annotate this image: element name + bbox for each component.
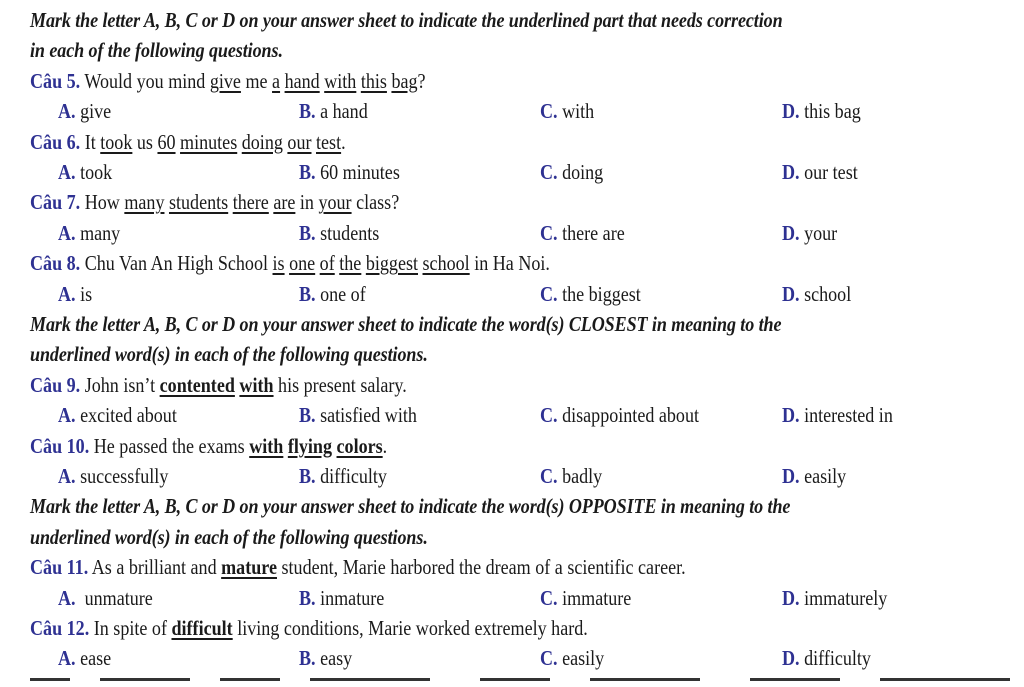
answer-option[interactable] [540,400,699,430]
answer-option[interactable] [782,400,893,430]
option-text: with [557,99,595,124]
option-letter: A. [58,281,76,306]
option-text: immature [557,585,632,610]
option-letter: C. [540,403,558,428]
option-letter: B. [299,585,316,610]
option-letter: B. [299,646,316,671]
stem-text: It [80,129,101,154]
answer-option[interactable] [58,279,92,309]
option-letter: B. [299,464,316,488]
option-letter: B. [299,99,316,124]
option-text: satisfied with [315,403,417,428]
answer-option[interactable] [299,583,384,613]
option-letter: D. [782,646,800,671]
option-letter: C. [540,281,558,306]
stem-text: Would you mind [80,68,210,93]
option-letter: C. [540,464,558,488]
option-letter: B. [299,160,316,184]
answer-option[interactable] [540,643,604,673]
option-letter: D. [782,220,800,245]
question-number: Câu 5. [30,68,81,93]
answer-option[interactable] [540,157,603,187]
option-text: interested in [799,403,893,428]
question-stem [30,552,686,582]
question-number: Câu 10. [30,433,90,458]
underlined-part: with [249,433,284,458]
question-number: Câu 6. [30,129,81,154]
underlined-part: of [319,251,335,276]
option-text: unmature [75,585,153,610]
underlined-part: is [272,251,285,276]
option-text: excited about [75,403,177,428]
option-text: successfully [75,464,169,488]
question-stem [30,187,399,217]
answer-option[interactable] [782,643,871,673]
question-stem [30,613,588,643]
option-text: disappointed about [557,403,700,428]
option-text: badly [557,464,603,488]
stem-text: living conditions, Marie worked extremely hard. [232,616,588,640]
answer-option[interactable] [782,157,858,187]
answer-option[interactable] [58,583,153,613]
question-stem [30,431,387,461]
underlined-part: one [289,251,316,276]
underlined-part: test [316,129,342,154]
option-letter: C. [540,585,558,610]
option-text: ease [75,646,112,671]
answer-option[interactable] [782,96,861,126]
instruction-line: in each of the following questions. [30,38,283,63]
underlined-part: are [273,190,296,215]
underlined-part: with [239,372,274,397]
underlined-part: this [360,68,387,93]
stem-text: in Ha Noi. [469,251,550,276]
question-number: Câu 9. [30,372,81,397]
question-number: Câu 8. [30,251,81,276]
option-text: our test [799,160,858,184]
underlined-part: our [287,129,312,154]
stem-text: Chu Van An High School [80,251,273,276]
option-letter: A. [58,99,76,124]
underlined-part: flying [287,433,333,458]
answer-option[interactable] [299,218,379,248]
option-text: many [75,220,121,245]
instruction-line: Mark the letter A, B, C or D on your answer sheet to indicate the word(s) OPPOSITE in meaning to the [30,494,791,519]
option-text: your [799,220,838,245]
underlined-part: colors [336,433,383,458]
option-text: took [75,160,113,184]
option-letter: D. [782,403,800,428]
underlined-part: your [318,190,352,215]
option-letter: D. [782,464,800,488]
underlined-part: a [272,68,281,93]
option-text: easily [799,464,847,488]
stem-text: How [80,190,125,215]
answer-option[interactable] [299,279,366,309]
option-text: the biggest [557,281,641,306]
underlined-part: many [124,190,165,215]
option-text: doing [557,160,604,184]
option-letter: B. [299,220,316,245]
underlined-part: biggest [365,251,419,276]
option-text: is [75,281,93,306]
answer-option[interactable] [782,279,851,309]
underlined-part: contented [159,372,235,397]
stem-text: John isn’t [80,372,160,397]
stem-text: He passed the exams [89,433,250,458]
option-letter: A. [58,403,76,428]
underlined-part: school [422,251,470,276]
underlined-part: mature [221,555,277,580]
answer-option[interactable] [782,218,837,248]
option-text: easily [557,646,605,671]
option-text: there are [557,220,625,245]
answer-option[interactable] [299,157,400,187]
option-letter: B. [299,281,316,306]
instruction-line: underlined word(s) in each of the following questions. [30,524,428,549]
option-text: a hand [315,99,368,124]
option-letter: D. [782,160,800,184]
answer-option[interactable] [540,583,631,613]
option-letter: C. [540,99,558,124]
option-text: difficulty [315,464,387,488]
answer-option[interactable] [540,218,625,248]
option-text: inmature [315,585,385,610]
option-text: immaturely [799,585,888,610]
underlined-part: doing [241,129,283,154]
answer-option[interactable] [540,461,602,491]
option-letter: A. [58,464,76,488]
underlined-part: 60 [157,129,176,154]
option-letter: A. [58,585,76,610]
option-text: this bag [799,99,861,124]
option-letter: A. [58,646,76,671]
cropped-next-line [30,675,1010,687]
answer-option[interactable] [299,96,368,126]
stem-text: his present salary. [273,372,407,397]
stem-text: In spite of [89,616,172,640]
question-stem [30,370,407,400]
stem-text: class? [351,190,400,215]
option-letter: D. [782,99,800,124]
option-letter: A. [58,160,76,184]
option-letter: B. [299,403,316,428]
option-letter: C. [540,220,558,245]
instruction-line: Mark the letter A, B, C or D on your answer sheet to indicate the word(s) CLOSEST in meaning to the [30,312,782,336]
option-text: students [315,220,380,245]
option-text: give [75,99,112,124]
stem-text: . [341,129,346,154]
question-stem [30,66,426,96]
underlined-part: there [232,190,269,215]
answer-option[interactable] [299,461,387,491]
underlined-part: minutes [180,129,238,154]
instruction-line: Mark the letter A, B, C or D on your answer sheet to indicate the underlined part that needs correction [30,8,783,32]
stem-text: ? [417,68,426,93]
question-number: Câu 11. [30,555,89,580]
underlined-part: difficult [171,616,233,640]
stem-text: student, Marie harbored the dream of a scientific career. [276,555,686,580]
answer-option[interactable] [58,643,111,673]
stem-text: in [295,190,319,215]
stem-text: As a brilliant and [88,555,222,580]
underlined-part: took [100,129,133,154]
question-number: Câu 12. [30,616,90,640]
option-letter: A. [58,220,76,245]
underlined-part: the [339,251,362,276]
stem-text: us [132,129,158,154]
instruction-line: underlined word(s) in each of the following questions. [30,342,428,367]
underlined-part: hand [284,68,320,93]
underlined-part: bag [391,68,418,93]
option-text: 60 minutes [315,160,400,184]
option-letter: D. [782,585,800,610]
answer-option[interactable] [58,157,112,187]
question-stem [30,127,346,157]
stem-text: me [240,68,273,93]
answer-option[interactable] [540,279,641,309]
option-text: easy [315,646,353,671]
answer-option[interactable] [540,96,594,126]
option-letter: D. [782,281,800,306]
underlined-part: students [168,190,229,215]
question-number: Câu 7. [30,190,81,215]
answer-option[interactable] [782,583,887,613]
answer-option[interactable] [782,461,846,491]
option-letter: C. [540,646,558,671]
stem-text: . [382,433,388,458]
answer-option[interactable] [299,400,417,430]
answer-option[interactable] [58,400,177,430]
answer-option[interactable] [58,461,168,491]
answer-option[interactable] [299,643,352,673]
answer-option[interactable] [58,218,120,248]
answer-option[interactable] [58,96,111,126]
underlined-part: with [324,68,357,93]
option-text: school [799,281,852,306]
option-text: one of [315,281,366,306]
question-stem [30,248,550,278]
underlined-part: give [209,68,241,93]
option-letter: C. [540,160,558,184]
option-text: difficulty [799,646,871,671]
